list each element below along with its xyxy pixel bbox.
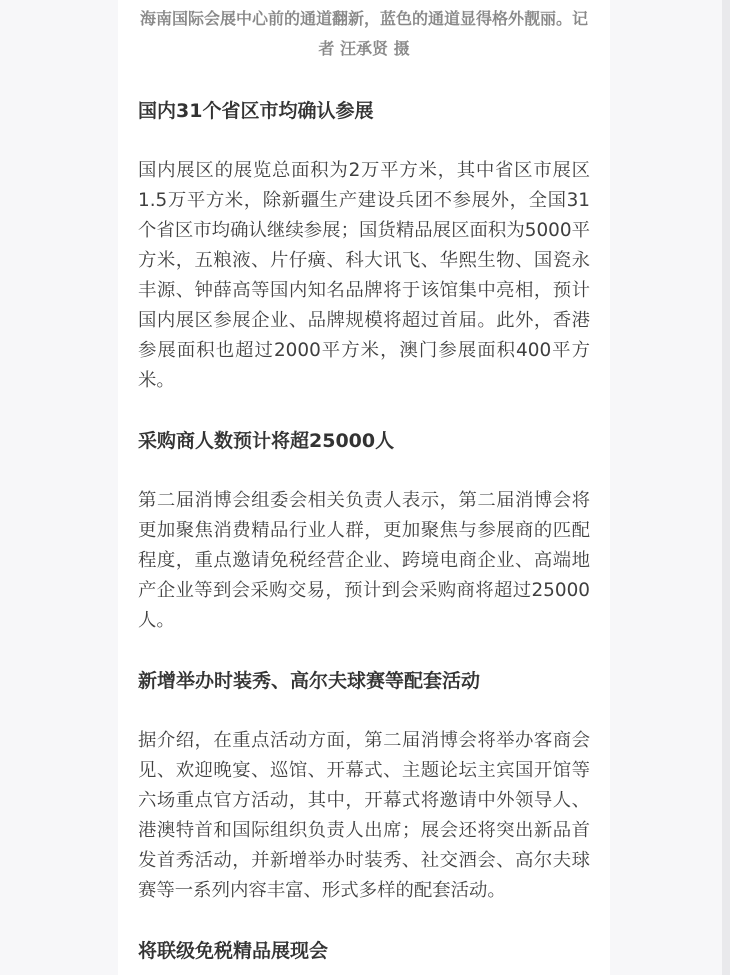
article-body bbox=[118, 0, 610, 975]
section-paragraph-buyers: 第二届消博会组委会相关负责人表示，第二届消博会将更加聚焦消费精品行业人群，更加聚焦与参展商的匹配程度，重点邀请免税经营企业、跨境电商企业、高端地产企业等到会采购交易，预计到会采购商将超过25000人。 bbox=[138, 490, 590, 631]
article-content bbox=[138, 4, 590, 975]
section-heading-activities: 新增举办时装秀、高尔夫球赛等配套活动 bbox=[138, 670, 481, 692]
section-heading-duty-free: 将联级免税精品展现会 bbox=[138, 940, 329, 962]
scrollbar-track[interactable] bbox=[722, 0, 730, 975]
image-caption: 海南国际会展中心前的通道翻新，蓝色的通道显得格外靓丽。记者 汪承贤 摄 bbox=[139, 9, 588, 58]
section-paragraph-activities: 据介绍，在重点活动方面，第二届消博会将举办客商会见、欢迎晚宴、巡馆、开幕式、主题论坛主宾国开馆等六场重点官方活动，其中，开幕式将邀请中外领导人、港澳特首和国际组织负责人出席；展会还将突出新品首发首秀活动，并新增举办时装秀、社交酒会、高尔夫球赛等一系列内容丰富、形式多样的配套活动。 bbox=[138, 730, 590, 901]
section-heading-exhibitors: 国内31个省区市均确认参展 bbox=[138, 100, 374, 122]
section-paragraph-exhibitors: 国内展区的展览总面积为2万平方米，其中省区市展区1.5万平方米，除新疆生产建设兵团不参展外，全国31个省区市均确认继续参展；国货精品展区面积为5000平方米，五粮液、片仔癀、科大讯飞、华熙生物、国瓷永丰源、钟薛高等国内知名品牌将于该馆集中亮相，预计国内展区参展企业、品牌规模将超过首届。此外，香港参展面积也超过2000平方米，澳门参展面积400平方米。 bbox=[138, 160, 590, 391]
section-heading-buyers: 采购商人数预计将超25000人 bbox=[138, 430, 395, 452]
